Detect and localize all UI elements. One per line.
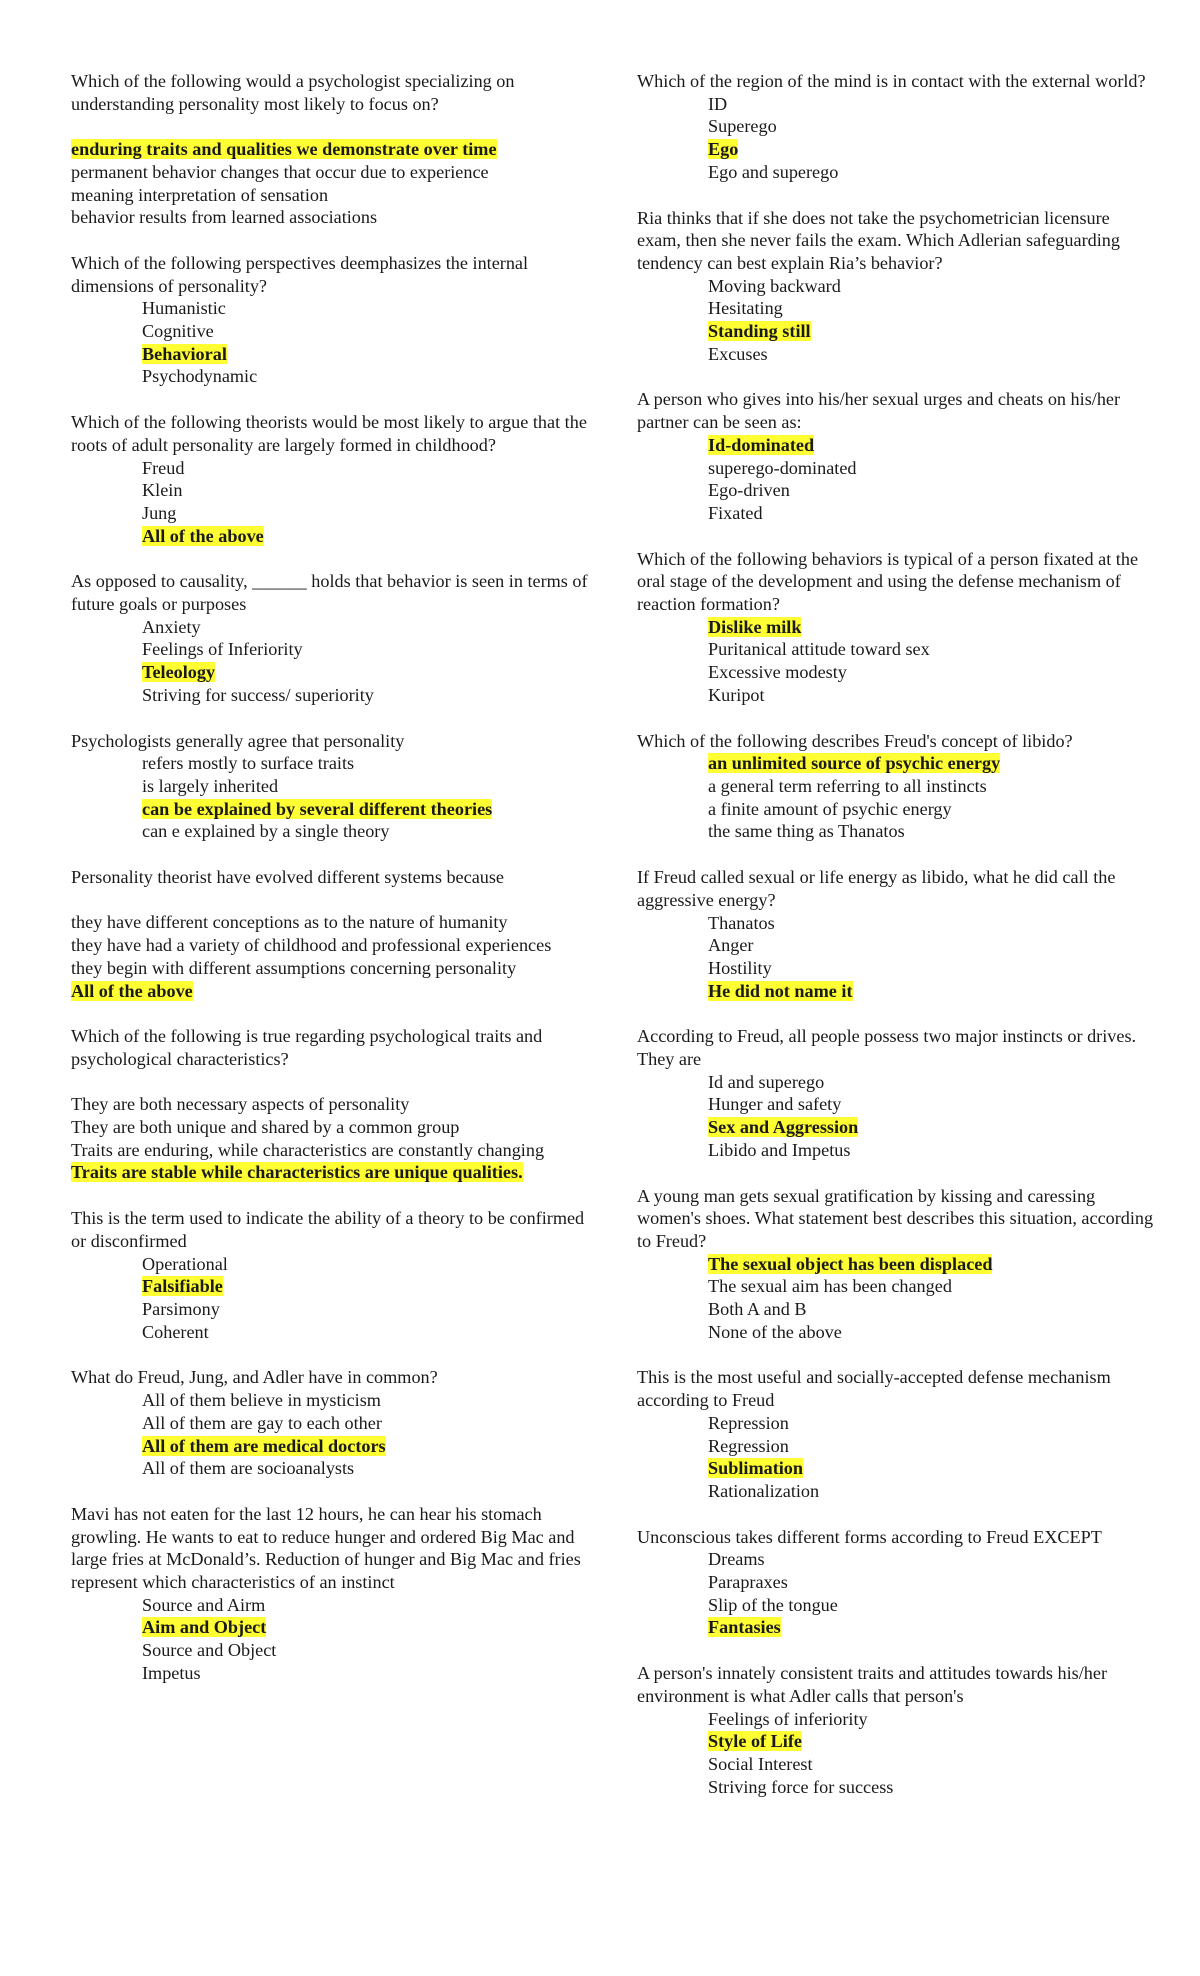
answer-option <box>637 684 1157 707</box>
option-text: Teleology <box>142 662 216 683</box>
option-text: Impetus <box>142 1662 201 1683</box>
answer-option <box>637 1435 1157 1458</box>
option-text: All of the above <box>71 980 193 1001</box>
option-text: Ego-driven <box>708 480 790 501</box>
option-text: Moving backward <box>708 275 841 296</box>
spacer <box>71 1071 601 1094</box>
option-text: Striving force for success <box>708 1776 894 1797</box>
option-text: Source and Airm <box>142 1594 266 1615</box>
question-block <box>637 730 1157 844</box>
option-text: Dislike milk <box>708 616 802 637</box>
answer-option <box>637 457 1157 480</box>
question-block <box>71 1025 601 1184</box>
option-text: they have different conceptions as to the nature of humanity <box>71 912 508 933</box>
answer-option <box>637 479 1157 502</box>
option-text: He did not name it <box>708 980 853 1001</box>
answer-option <box>637 1412 1157 1435</box>
option-text: Anxiety <box>142 616 201 637</box>
option-text: the same thing as Thanatos <box>708 821 905 842</box>
option-text: Id-dominated <box>708 434 815 455</box>
answer-option <box>637 1753 1157 1776</box>
option-text: The sexual object has been displaced <box>708 1253 993 1274</box>
question-block <box>71 70 601 229</box>
answer-option <box>71 1412 601 1435</box>
answer-option-highlighted <box>637 320 1157 343</box>
answer-option <box>637 1548 1157 1571</box>
answer-option-highlighted <box>637 1730 1157 1753</box>
answer-option-highlighted <box>637 752 1157 775</box>
answer-option <box>71 1321 601 1344</box>
answer-option <box>71 502 601 525</box>
answer-option <box>71 1298 601 1321</box>
question-text: Ria thinks that if she does not take the psychometrician licensure exam, then she never fails the exam. Which Adlerian safeguarding tendency can best explain Ria’s behavior? <box>637 207 1120 273</box>
option-text: ID <box>708 93 728 114</box>
answer-option <box>637 775 1157 798</box>
option-text: Superego <box>708 116 777 137</box>
answer-option <box>71 365 601 388</box>
answer-option <box>71 638 601 661</box>
option-text: Excuses <box>708 343 768 364</box>
answer-option <box>637 820 1157 843</box>
answer-option <box>71 1116 601 1139</box>
option-text: Thanatos <box>708 912 775 933</box>
option-text: Feelings of Inferiority <box>142 639 303 660</box>
question-block <box>71 252 601 388</box>
option-text: Behavioral <box>142 343 227 364</box>
option-text: All of them are gay to each other <box>142 1412 382 1433</box>
option-text: is largely inherited <box>142 775 279 796</box>
answer-option <box>71 934 601 957</box>
option-text: behavior results from learned associations <box>71 207 378 228</box>
answer-option <box>71 206 601 229</box>
answer-option <box>637 1071 1157 1094</box>
answer-option-highlighted <box>71 1161 601 1184</box>
answer-option-highlighted <box>637 434 1157 457</box>
answer-option <box>71 1457 601 1480</box>
question-block <box>637 1526 1157 1640</box>
answer-option <box>71 1093 601 1116</box>
option-text: Repression <box>708 1412 789 1433</box>
option-text: Sublimation <box>708 1458 804 1479</box>
option-text: Ego and superego <box>708 161 839 182</box>
option-text: Falsifiable <box>142 1276 223 1297</box>
answer-option <box>637 93 1157 116</box>
question-block <box>71 1207 601 1343</box>
option-text: Coherent <box>142 1321 209 1342</box>
question-block <box>637 866 1157 1002</box>
option-text: Freud <box>142 457 185 478</box>
option-text: All of them are socioanalysts <box>142 1458 355 1479</box>
answer-option <box>637 1139 1157 1162</box>
answer-option <box>71 616 601 639</box>
option-text: can e explained by a single theory <box>142 821 390 842</box>
answer-option <box>71 1139 601 1162</box>
question-text: Which of the following would a psychologist specializing on understanding personality most likely to focus on? <box>71 71 515 114</box>
option-text: Hunger and safety <box>708 1094 842 1115</box>
option-text: Anger <box>708 935 754 956</box>
answer-option-highlighted <box>71 798 601 821</box>
option-text: Operational <box>142 1253 228 1274</box>
option-text: Striving for success/ superiority <box>142 684 374 705</box>
option-text: Parsimony <box>142 1299 220 1319</box>
left-column <box>71 70 601 1708</box>
option-text: All of them are medical doctors <box>142 1435 386 1456</box>
option-text: superego-dominated <box>708 457 857 478</box>
question-block <box>71 730 601 844</box>
question-block <box>637 70 1157 184</box>
question-block <box>637 1185 1157 1344</box>
question-text: This is the term used to indicate the ability of a theory to be confirmed or disconfirmed <box>71 1208 585 1251</box>
option-text: a general term referring to all instincts <box>708 775 987 796</box>
question-text: A person who gives into his/her sexual urges and cheats on his/her partner can be seen as: <box>637 389 1121 433</box>
answer-option <box>637 502 1157 525</box>
answer-option <box>71 161 601 184</box>
question-text: As opposed to causality, ______ holds that behavior is seen in terms of future goals or purposes <box>71 571 588 615</box>
option-text: Ego <box>708 139 739 160</box>
option-text: Slip of the tongue <box>708 1594 838 1615</box>
option-text: Sex and Aggression <box>708 1117 859 1138</box>
option-text: they have had a variety of childhood and professional experiences <box>71 935 552 956</box>
answer-option <box>637 957 1157 980</box>
option-text: All of them believe in mysticism <box>142 1390 381 1411</box>
option-text: All of the above <box>142 525 264 546</box>
option-text: Both A and B <box>708 1299 807 1320</box>
right-column <box>637 70 1157 1821</box>
question-text: Personality theorist have evolved different systems because <box>71 867 505 888</box>
question-block <box>637 548 1157 707</box>
option-text: enduring traits and qualities we demonstrate over time <box>71 139 497 160</box>
question-text: A young man gets sexual gratification by kissing and caressing women's shoes. What statement best describes this situation, according to Freud? <box>637 1185 1154 1251</box>
option-text: Social Interest <box>708 1754 813 1774</box>
answer-option <box>637 638 1157 661</box>
answer-option-highlighted <box>71 138 601 161</box>
question-block <box>637 1366 1157 1502</box>
question-text: Unconscious takes different forms according to Freud EXCEPT <box>637 1526 1102 1547</box>
question-block <box>637 207 1157 366</box>
option-text: Humanistic <box>142 298 226 319</box>
answer-option <box>637 1480 1157 1503</box>
question-block <box>71 1366 601 1480</box>
question-text: Which of the following describes Freud's concept of libido? <box>637 730 1073 751</box>
answer-option <box>71 684 601 707</box>
option-text: They are both unique and shared by a common group <box>71 1117 460 1138</box>
option-text: They are both necessary aspects of personality <box>71 1094 410 1115</box>
answer-option <box>637 1321 1157 1344</box>
answer-option <box>71 1639 601 1662</box>
question-text: Which of the following perspectives deemphasizes the internal dimensions of personality? <box>71 252 529 296</box>
option-text: Standing still <box>708 321 811 342</box>
question-text: Psychologists generally agree that personality <box>71 730 405 751</box>
question-text: Which of the following theorists would be most likely to argue that the roots of adult personality are largely formed in childhood? <box>71 412 587 455</box>
answer-option <box>71 911 601 934</box>
option-text: Traits are enduring, while characteristics are constantly changing <box>71 1139 545 1160</box>
option-text: Puritanical attitude toward sex <box>708 639 930 660</box>
answer-option-highlighted <box>637 1116 1157 1139</box>
answer-option <box>637 1594 1157 1617</box>
question-text: Which of the following behaviors is typical of a person fixated at the oral stage of the development and using the defense mechanism of reaction formation? <box>637 548 1139 615</box>
option-text: Kuripot <box>708 684 765 705</box>
answer-option-highlighted <box>637 980 1157 1003</box>
question-text: A person's innately consistent traits and attitudes towards his/her environment is what Adler calls that person's <box>637 1663 1108 1706</box>
question-text: If Freud called sexual or life energy as libido, what he did call the aggressive energy? <box>637 867 1116 910</box>
question-block <box>637 1662 1157 1798</box>
answer-option <box>637 297 1157 320</box>
option-text: a finite amount of psychic energy <box>708 798 952 819</box>
spacer <box>71 889 601 912</box>
answer-option <box>71 184 601 207</box>
option-text: Id and superego <box>708 1071 825 1092</box>
answer-option <box>71 457 601 480</box>
answer-option <box>637 343 1157 366</box>
question-text: What do Freud, Jung, and Adler have in common? <box>71 1367 438 1388</box>
answer-option <box>637 1275 1157 1298</box>
option-text: Cognitive <box>142 321 214 342</box>
answer-option <box>71 820 601 843</box>
answer-option <box>637 1093 1157 1116</box>
answer-option <box>637 661 1157 684</box>
answer-option-highlighted <box>71 1275 601 1298</box>
answer-option-highlighted <box>71 980 601 1003</box>
question-text: According to Freud, all people possess two major instincts or drives. They are <box>637 1026 1137 1070</box>
option-text: Source and Object <box>142 1640 277 1661</box>
answer-option <box>71 320 601 343</box>
answer-option <box>637 1776 1157 1799</box>
question-block <box>637 388 1157 524</box>
question-block <box>637 1025 1157 1161</box>
question-block <box>71 1503 601 1685</box>
option-text: Aim and Object <box>142 1617 267 1638</box>
answer-option <box>71 752 601 775</box>
question-text: Which of the following is true regarding psychological traits and psychological characteristics? <box>71 1026 543 1069</box>
question-block <box>71 411 601 547</box>
answer-option <box>71 1662 601 1685</box>
answer-option <box>637 1708 1157 1731</box>
option-text: Jung <box>142 502 177 523</box>
answer-option <box>637 115 1157 138</box>
answer-option <box>71 1594 601 1617</box>
option-text: Feelings of inferiority <box>708 1708 868 1729</box>
option-text: Regression <box>708 1435 789 1456</box>
answer-option <box>637 275 1157 298</box>
option-text: Hostility <box>708 957 772 978</box>
option-text: Excessive modesty <box>708 662 847 683</box>
answer-option-highlighted <box>637 1253 1157 1276</box>
answer-option <box>71 297 601 320</box>
answer-option-highlighted <box>637 1457 1157 1480</box>
option-text: Psychodynamic <box>142 366 258 387</box>
answer-option-highlighted <box>71 343 601 366</box>
option-text: Dreams <box>708 1549 765 1570</box>
answer-option <box>637 798 1157 821</box>
option-text: Hesitating <box>708 298 783 319</box>
answer-option <box>71 1389 601 1412</box>
answer-option-highlighted <box>71 525 601 548</box>
question-text: Mavi has not eaten for the last 12 hours, he can hear his stomach growling. He wants to eat to reduce hunger and ordered Big Mac and large fries at McDonald’s. Reduction of hunger and Big Mac and fries represent which characteristics of an instinct <box>71 1503 581 1593</box>
option-text: meaning interpretation of sensation <box>71 184 329 205</box>
answer-option <box>71 1253 601 1276</box>
answer-option <box>637 1298 1157 1321</box>
answer-option <box>637 161 1157 184</box>
question-text: This is the most useful and socially-accepted defense mechanism according to Freud <box>637 1367 1111 1411</box>
answer-option <box>637 934 1157 957</box>
option-text: Fixated <box>708 502 763 523</box>
answer-option <box>637 912 1157 935</box>
option-text: an unlimited source of psychic energy <box>708 753 1001 774</box>
option-text: Parapraxes <box>708 1572 788 1593</box>
option-text: Rationalization <box>708 1480 820 1501</box>
question-text: Which of the region of the mind is in contact with the external world? <box>637 71 1146 91</box>
option-text: Style of Life <box>708 1731 802 1752</box>
question-block <box>71 570 601 706</box>
option-text: refers mostly to surface traits <box>142 753 355 774</box>
answer-option <box>71 479 601 502</box>
option-text: Klein <box>142 480 183 501</box>
answer-option <box>637 1571 1157 1594</box>
option-text: can be explained by several different theories <box>142 798 493 819</box>
option-text: Traits are stable while characteristics are unique qualities. <box>71 1162 523 1183</box>
answer-option-highlighted <box>637 138 1157 161</box>
answer-option-highlighted <box>637 1616 1157 1639</box>
option-text: None of the above <box>708 1321 842 1342</box>
option-text: The sexual aim has been changed <box>708 1276 952 1297</box>
answer-option-highlighted <box>71 1435 601 1458</box>
answer-option-highlighted <box>637 616 1157 639</box>
option-text: permanent behavior changes that occur due to experience <box>71 161 489 182</box>
answer-option <box>71 775 601 798</box>
option-text: Fantasies <box>708 1617 781 1638</box>
answer-option <box>71 957 601 980</box>
spacer <box>71 115 601 138</box>
answer-option-highlighted <box>71 1616 601 1639</box>
question-block <box>71 866 601 1002</box>
answer-option-highlighted <box>71 661 601 684</box>
option-text: they begin with different assumptions concerning personality <box>71 957 517 978</box>
option-text: Libido and Impetus <box>708 1139 851 1160</box>
